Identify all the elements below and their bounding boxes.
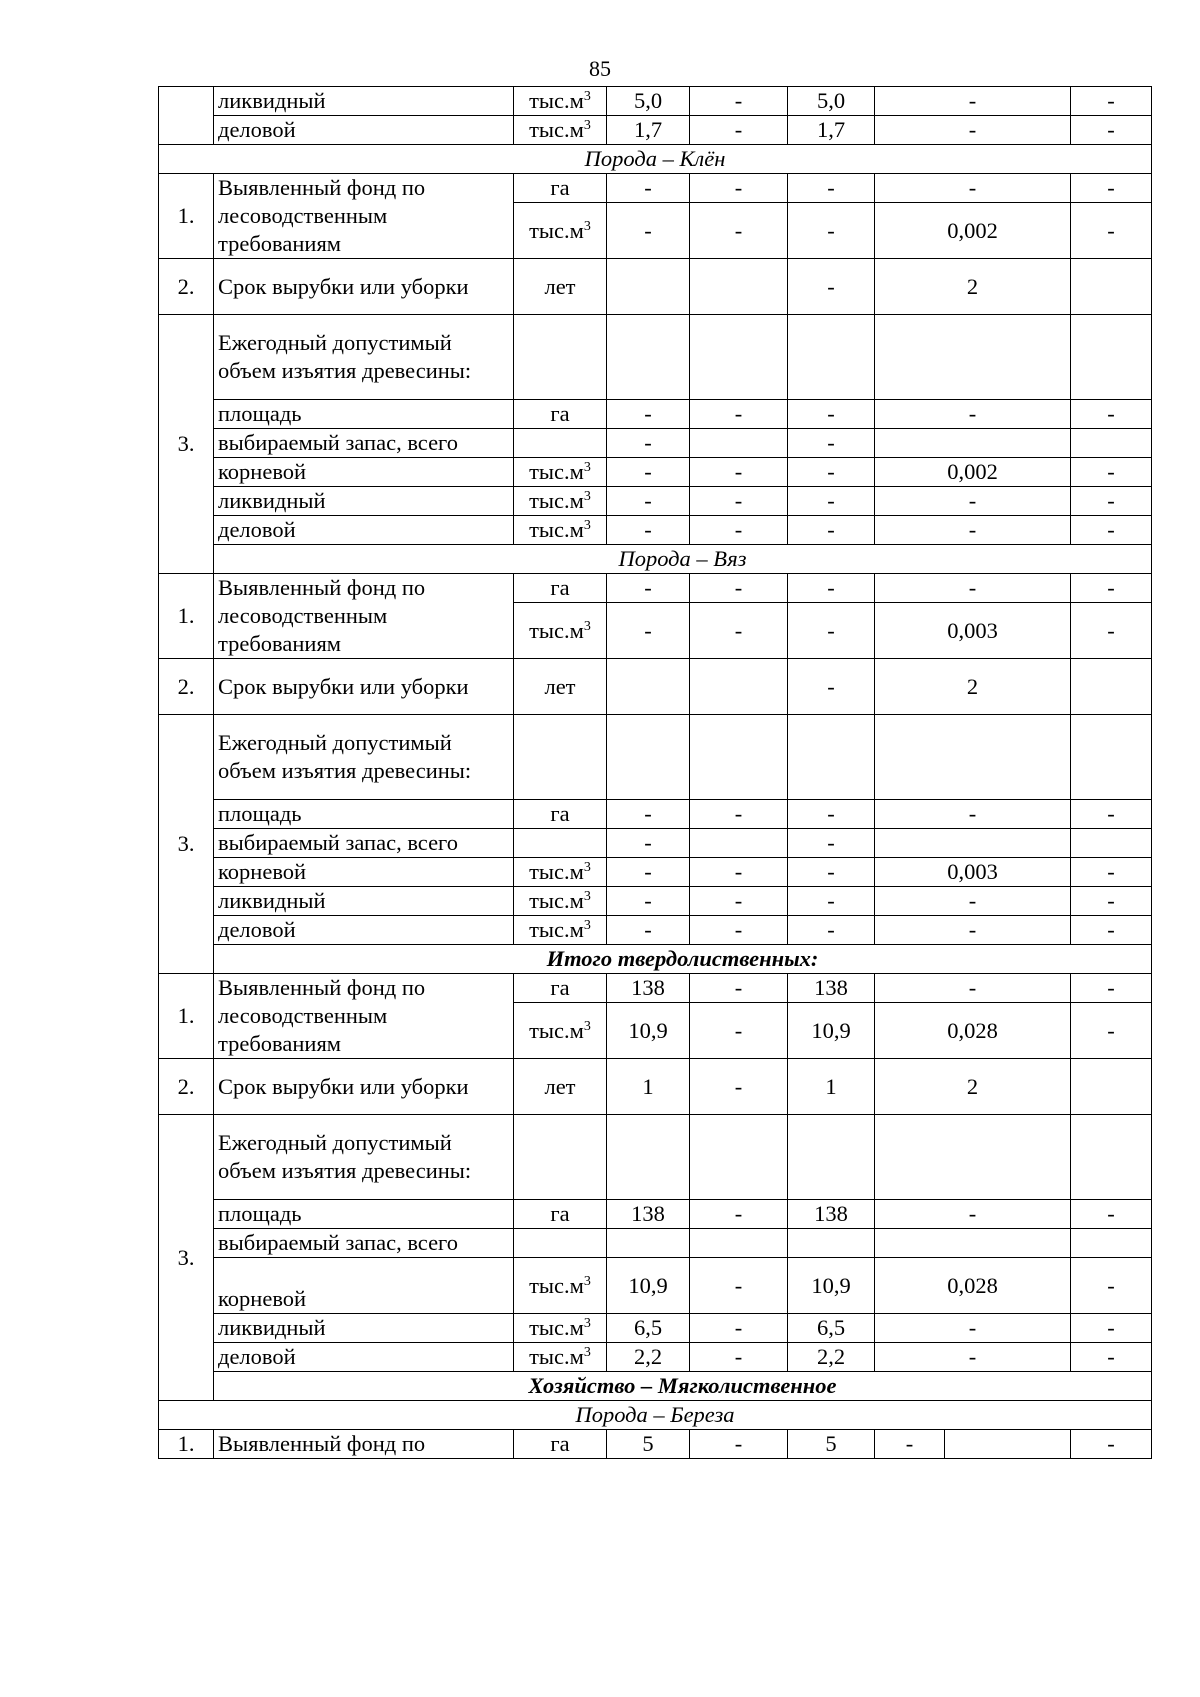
value-cell bbox=[788, 1229, 875, 1258]
value-cell: 138 bbox=[788, 1200, 875, 1229]
value-cell: - bbox=[690, 800, 788, 829]
unit-cell bbox=[514, 1314, 607, 1343]
value-cell: - bbox=[607, 400, 690, 429]
species-title: Порода – Вяз bbox=[214, 545, 1152, 574]
unit-exponent: 3 bbox=[583, 860, 591, 875]
data-row-stock-total bbox=[159, 429, 1152, 458]
unit-text: тыс.м bbox=[529, 1344, 584, 1369]
value-cell: - bbox=[1071, 400, 1152, 429]
value-cell: 0,028 bbox=[875, 1003, 1071, 1059]
value-cell: - bbox=[1071, 458, 1152, 487]
unit-exponent: 3 bbox=[583, 1316, 591, 1331]
value-cell bbox=[690, 715, 788, 800]
value-cell: - bbox=[690, 887, 788, 916]
farm-header bbox=[159, 1372, 1152, 1401]
value-cell: 10,9 bbox=[607, 1258, 690, 1314]
value-cell: - bbox=[1071, 1003, 1152, 1059]
section-header bbox=[159, 545, 1152, 574]
row-number: 3. bbox=[159, 315, 214, 574]
data-row-liquid bbox=[159, 1314, 1152, 1343]
value-cell: 10,9 bbox=[788, 1258, 875, 1314]
value-cell: 5 bbox=[607, 1430, 690, 1459]
value-cell: - bbox=[607, 203, 690, 259]
value-cell bbox=[607, 659, 690, 715]
label-term: Срок вырубки или уборки bbox=[214, 1059, 514, 1115]
unit-cell bbox=[514, 315, 607, 400]
value-cell: 2 bbox=[875, 659, 1071, 715]
value-cell: - bbox=[875, 400, 1071, 429]
label-annual: Ежегодный допустимый объем изъятия древесины: bbox=[214, 1115, 514, 1200]
unit-cell bbox=[514, 916, 607, 945]
value-cell: - bbox=[690, 1343, 788, 1372]
value-cell bbox=[1071, 715, 1152, 800]
value-cell: 6,5 bbox=[607, 1314, 690, 1343]
value-cell: - bbox=[607, 516, 690, 545]
unit-cell bbox=[514, 603, 607, 659]
value-cell bbox=[875, 1229, 1071, 1258]
value-cell: - bbox=[690, 858, 788, 887]
value-cell: - bbox=[1071, 974, 1152, 1003]
data-row-business bbox=[159, 916, 1152, 945]
unit-text: тыс.м bbox=[529, 459, 584, 484]
value-cell: - bbox=[788, 429, 875, 458]
data-row-fund-ha bbox=[159, 574, 1152, 603]
value-cell bbox=[690, 1115, 788, 1200]
value-cell: - bbox=[1071, 516, 1152, 545]
value-cell: - bbox=[690, 174, 788, 203]
value-cell: - bbox=[1071, 174, 1152, 203]
unit-cell: лет bbox=[514, 1059, 607, 1115]
value-cell: - bbox=[607, 887, 690, 916]
section-header bbox=[159, 145, 1152, 174]
value-cell: - bbox=[788, 603, 875, 659]
unit-cell: га bbox=[514, 174, 607, 203]
value-cell bbox=[875, 1115, 1071, 1200]
value-cell: 138 bbox=[788, 974, 875, 1003]
value-cell: 5 bbox=[788, 1430, 875, 1459]
value-cell: - bbox=[690, 87, 788, 116]
value-cell bbox=[607, 1229, 690, 1258]
label-root: корневой bbox=[214, 458, 514, 487]
unit-exponent: 3 bbox=[583, 518, 591, 533]
value-cell bbox=[1071, 429, 1152, 458]
value-cell: - bbox=[788, 574, 875, 603]
value-cell: - bbox=[1071, 858, 1152, 887]
value-cell bbox=[690, 429, 788, 458]
row-number: 2. bbox=[159, 659, 214, 715]
value-cell: 1 bbox=[607, 1059, 690, 1115]
farm-title: Хозяйство – Мягколиственное bbox=[214, 1372, 1152, 1401]
value-cell: - bbox=[690, 1003, 788, 1059]
label-stock-total: выбираемый запас, всего bbox=[214, 1229, 514, 1258]
value-cell: - bbox=[788, 800, 875, 829]
label-business: деловой bbox=[214, 516, 514, 545]
unit-text: тыс.м bbox=[529, 88, 584, 113]
value-cell bbox=[607, 315, 690, 400]
label-fund: Выявленный фонд по лесоводственным требованиям bbox=[214, 174, 514, 259]
value-cell: - bbox=[875, 1314, 1071, 1343]
value-cell bbox=[875, 829, 1071, 858]
label-liquid: ликвидный bbox=[214, 87, 514, 116]
value-cell bbox=[1071, 659, 1152, 715]
value-cell bbox=[875, 315, 1071, 400]
value-cell: - bbox=[607, 487, 690, 516]
page-number: 85 bbox=[589, 56, 611, 81]
unit-cell bbox=[514, 887, 607, 916]
value-cell: - bbox=[1071, 116, 1152, 145]
value-cell bbox=[1071, 1059, 1152, 1115]
data-row-area bbox=[159, 1200, 1152, 1229]
unit-cell: га bbox=[514, 400, 607, 429]
label-business: деловой bbox=[214, 1343, 514, 1372]
unit-cell bbox=[514, 1003, 607, 1059]
label-root: корневой bbox=[214, 858, 514, 887]
label-fund: Выявленный фонд по лесоводственным требованиям bbox=[214, 974, 514, 1059]
label-fund-partial: Выявленный фонд по bbox=[214, 1430, 514, 1459]
value-cell: 10,9 bbox=[788, 1003, 875, 1059]
data-row-area bbox=[159, 800, 1152, 829]
value-cell-empty bbox=[945, 1430, 1071, 1459]
unit-exponent: 3 bbox=[583, 460, 591, 475]
unit-text: тыс.м bbox=[529, 617, 584, 643]
unit-exponent: 3 bbox=[583, 118, 591, 133]
value-cell: - bbox=[1071, 1430, 1152, 1459]
value-cell bbox=[788, 315, 875, 400]
value-cell: - bbox=[1071, 1343, 1152, 1372]
unit-exponent: 3 bbox=[583, 918, 591, 933]
value-cell bbox=[788, 715, 875, 800]
data-row-liquid-top bbox=[159, 87, 1152, 116]
data-row-term bbox=[159, 259, 1152, 315]
value-cell: - bbox=[788, 916, 875, 945]
value-cell bbox=[1071, 829, 1152, 858]
value-cell: - bbox=[788, 174, 875, 203]
species-title: Порода – Клён bbox=[159, 145, 1152, 174]
data-row-term bbox=[159, 659, 1152, 715]
value-cell: - bbox=[1071, 574, 1152, 603]
value-cell bbox=[1071, 259, 1152, 315]
label-liquid: ликвидный bbox=[214, 887, 514, 916]
data-row-fund-ha bbox=[159, 974, 1152, 1003]
unit-exponent: 3 bbox=[583, 1345, 591, 1360]
value-cell bbox=[875, 715, 1071, 800]
value-cell bbox=[607, 715, 690, 800]
value-cell: - bbox=[690, 116, 788, 145]
unit-cell bbox=[514, 116, 607, 145]
value-cell: - bbox=[607, 458, 690, 487]
value-cell: - bbox=[875, 800, 1071, 829]
section-header bbox=[159, 945, 1152, 974]
value-cell: - bbox=[607, 429, 690, 458]
value-cell: 0,002 bbox=[875, 458, 1071, 487]
data-row-term bbox=[159, 1059, 1152, 1115]
unit-cell bbox=[514, 458, 607, 487]
value-cell: - bbox=[788, 203, 875, 259]
label-stock-total: выбираемый запас, всего bbox=[214, 429, 514, 458]
value-cell: 5,0 bbox=[607, 87, 690, 116]
value-cell bbox=[1071, 315, 1152, 400]
value-cell bbox=[1071, 1229, 1152, 1258]
row-number: 3. bbox=[159, 1115, 214, 1401]
value-cell: - bbox=[690, 574, 788, 603]
unit-cell: лет bbox=[514, 259, 607, 315]
row-number: 1. bbox=[159, 974, 214, 1059]
value-cell: 0,003 bbox=[875, 858, 1071, 887]
value-cell: - bbox=[690, 916, 788, 945]
value-cell: - bbox=[690, 458, 788, 487]
species-header bbox=[159, 1401, 1152, 1430]
value-cell: - bbox=[788, 887, 875, 916]
unit-text: тыс.м bbox=[529, 888, 584, 913]
value-cell: - bbox=[1071, 487, 1152, 516]
data-row-business bbox=[159, 1343, 1152, 1372]
value-cell: - bbox=[788, 659, 875, 715]
data-row-annual bbox=[159, 315, 1152, 400]
value-cell: - bbox=[875, 916, 1071, 945]
value-cell: 1,7 bbox=[788, 116, 875, 145]
value-cell bbox=[690, 259, 788, 315]
unit-exponent: 3 bbox=[583, 489, 591, 504]
value-cell: - bbox=[875, 87, 1071, 116]
value-cell: - bbox=[690, 1258, 788, 1314]
value-cell: - bbox=[607, 174, 690, 203]
row-number: 1. bbox=[159, 574, 214, 659]
data-row-business bbox=[159, 516, 1152, 545]
value-cell: - bbox=[875, 1343, 1071, 1372]
value-cell: - bbox=[875, 174, 1071, 203]
data-row-area bbox=[159, 400, 1152, 429]
unit-text: тыс.м bbox=[529, 488, 584, 513]
value-cell: 1,7 bbox=[607, 116, 690, 145]
unit-exponent: 3 bbox=[583, 89, 591, 104]
data-row-business-top bbox=[159, 116, 1152, 145]
value-cell: - bbox=[1071, 87, 1152, 116]
label-business: деловой bbox=[214, 116, 514, 145]
unit-text: тыс.м bbox=[529, 117, 584, 142]
value-cell: - bbox=[1071, 916, 1152, 945]
value-cell: - bbox=[1071, 1258, 1152, 1314]
unit-cell bbox=[514, 1258, 607, 1314]
value-cell bbox=[607, 1115, 690, 1200]
value-cell: - bbox=[875, 1200, 1071, 1229]
value-cell: - bbox=[875, 487, 1071, 516]
value-cell bbox=[607, 259, 690, 315]
label-area: площадь bbox=[214, 800, 514, 829]
value-cell: - bbox=[607, 603, 690, 659]
value-cell: - bbox=[690, 400, 788, 429]
unit-cell bbox=[514, 1115, 607, 1200]
value-cell: - bbox=[607, 800, 690, 829]
value-cell: - bbox=[690, 603, 788, 659]
data-row-liquid bbox=[159, 487, 1152, 516]
unit-cell bbox=[514, 487, 607, 516]
unit-exponent: 3 bbox=[583, 1018, 591, 1034]
value-cell bbox=[690, 315, 788, 400]
label-liquid: ликвидный bbox=[214, 1314, 514, 1343]
value-cell bbox=[875, 429, 1071, 458]
value-cell: - bbox=[788, 259, 875, 315]
unit-cell bbox=[514, 829, 607, 858]
value-cell: - bbox=[690, 1314, 788, 1343]
value-cell: - bbox=[607, 574, 690, 603]
row-number: 2. bbox=[159, 1059, 214, 1115]
unit-cell bbox=[514, 858, 607, 887]
unit-text: тыс.м bbox=[529, 917, 584, 942]
value-cell: - bbox=[690, 487, 788, 516]
label-annual: Ежегодный допустимый объем изъятия древесины: bbox=[214, 715, 514, 800]
unit-cell: га bbox=[514, 574, 607, 603]
unit-text: тыс.м bbox=[529, 517, 584, 542]
label-term: Срок вырубки или уборки bbox=[214, 659, 514, 715]
value-cell: - bbox=[1071, 887, 1152, 916]
value-cell: - bbox=[875, 116, 1071, 145]
row-number: 3. bbox=[159, 715, 214, 974]
label-stock-total: выбираемый запас, всего bbox=[214, 829, 514, 858]
value-cell: 0,028 bbox=[875, 1258, 1071, 1314]
unit-cell bbox=[514, 516, 607, 545]
data-row-root bbox=[159, 458, 1152, 487]
value-cell: - bbox=[690, 1200, 788, 1229]
data-row-annual bbox=[159, 715, 1152, 800]
unit-text: тыс.м bbox=[529, 1017, 584, 1043]
value-cell: - bbox=[875, 516, 1071, 545]
label-business: деловой bbox=[214, 916, 514, 945]
row-number: 1. bbox=[159, 174, 214, 259]
value-cell: 5,0 bbox=[788, 87, 875, 116]
value-cell: - bbox=[875, 1430, 945, 1459]
unit-cell: га bbox=[514, 974, 607, 1003]
forest-data-table bbox=[158, 86, 1152, 1459]
value-cell: - bbox=[875, 974, 1071, 1003]
value-cell: - bbox=[788, 829, 875, 858]
label-area: площадь bbox=[214, 1200, 514, 1229]
unit-cell bbox=[514, 429, 607, 458]
value-cell: - bbox=[788, 487, 875, 516]
value-cell: - bbox=[1071, 603, 1152, 659]
label-term: Срок вырубки или уборки bbox=[214, 259, 514, 315]
value-cell: 10,9 bbox=[607, 1003, 690, 1059]
value-cell bbox=[1071, 1115, 1152, 1200]
unit-cell: га bbox=[514, 1430, 607, 1459]
value-cell: 0,002 bbox=[875, 203, 1071, 259]
value-cell: 2 bbox=[875, 259, 1071, 315]
value-cell: - bbox=[690, 1059, 788, 1115]
value-cell: - bbox=[788, 858, 875, 887]
value-cell: 1 bbox=[788, 1059, 875, 1115]
unit-exponent: 3 bbox=[583, 1273, 591, 1289]
label-root: корневой bbox=[214, 1258, 514, 1314]
value-cell: - bbox=[1071, 203, 1152, 259]
value-cell: 138 bbox=[607, 974, 690, 1003]
unit-cell bbox=[514, 203, 607, 259]
value-cell: - bbox=[875, 887, 1071, 916]
value-cell: - bbox=[875, 574, 1071, 603]
value-cell: 0,003 bbox=[875, 603, 1071, 659]
unit-text: тыс.м bbox=[529, 1315, 584, 1340]
data-row-root bbox=[159, 1258, 1152, 1314]
row-number: 1. bbox=[159, 1430, 214, 1459]
value-cell: 2 bbox=[875, 1059, 1071, 1115]
unit-cell: га bbox=[514, 800, 607, 829]
unit-cell: лет bbox=[514, 659, 607, 715]
data-row-root bbox=[159, 858, 1152, 887]
row-number-empty bbox=[159, 87, 214, 145]
value-cell: - bbox=[690, 974, 788, 1003]
label-annual: Ежегодный допустимый объем изъятия древесины: bbox=[214, 315, 514, 400]
value-cell: - bbox=[607, 916, 690, 945]
unit-cell bbox=[514, 87, 607, 116]
value-cell: 2,2 bbox=[788, 1343, 875, 1372]
value-cell: - bbox=[1071, 1200, 1152, 1229]
data-row-stock-total bbox=[159, 829, 1152, 858]
value-cell: - bbox=[1071, 1314, 1152, 1343]
value-cell: 2,2 bbox=[607, 1343, 690, 1372]
data-row-stock-total bbox=[159, 1229, 1152, 1258]
unit-exponent: 3 bbox=[583, 889, 591, 904]
species-title: Порода – Береза bbox=[159, 1401, 1152, 1430]
data-row-fund-ha bbox=[159, 174, 1152, 203]
unit-exponent: 3 bbox=[583, 618, 591, 634]
value-cell: - bbox=[788, 458, 875, 487]
value-cell bbox=[690, 659, 788, 715]
data-row-annual bbox=[159, 1115, 1152, 1200]
value-cell: - bbox=[607, 829, 690, 858]
value-cell: - bbox=[788, 516, 875, 545]
value-cell bbox=[690, 829, 788, 858]
label-fund: Выявленный фонд по лесоводственным требованиям bbox=[214, 574, 514, 659]
value-cell: - bbox=[607, 858, 690, 887]
unit-text: тыс.м bbox=[529, 217, 584, 243]
unit-cell: га bbox=[514, 1200, 607, 1229]
value-cell: - bbox=[1071, 800, 1152, 829]
unit-text: тыс.м bbox=[529, 859, 584, 884]
data-row-fund-ha bbox=[159, 1430, 1152, 1459]
value-cell: - bbox=[690, 203, 788, 259]
unit-exponent: 3 bbox=[583, 218, 591, 234]
value-cell bbox=[788, 1115, 875, 1200]
unit-cell bbox=[514, 1229, 607, 1258]
value-cell: 6,5 bbox=[788, 1314, 875, 1343]
value-cell: 138 bbox=[607, 1200, 690, 1229]
unit-cell bbox=[514, 715, 607, 800]
label-area: площадь bbox=[214, 400, 514, 429]
unit-cell bbox=[514, 1343, 607, 1372]
row-number: 2. bbox=[159, 259, 214, 315]
value-cell: - bbox=[788, 400, 875, 429]
value-cell: - bbox=[690, 1430, 788, 1459]
value-cell: - bbox=[690, 516, 788, 545]
total-title: Итого твердолиственных: bbox=[214, 945, 1152, 974]
unit-text: тыс.м bbox=[529, 1272, 584, 1298]
data-row-liquid bbox=[159, 887, 1152, 916]
label-liquid: ликвидный bbox=[214, 487, 514, 516]
value-cell bbox=[690, 1229, 788, 1258]
